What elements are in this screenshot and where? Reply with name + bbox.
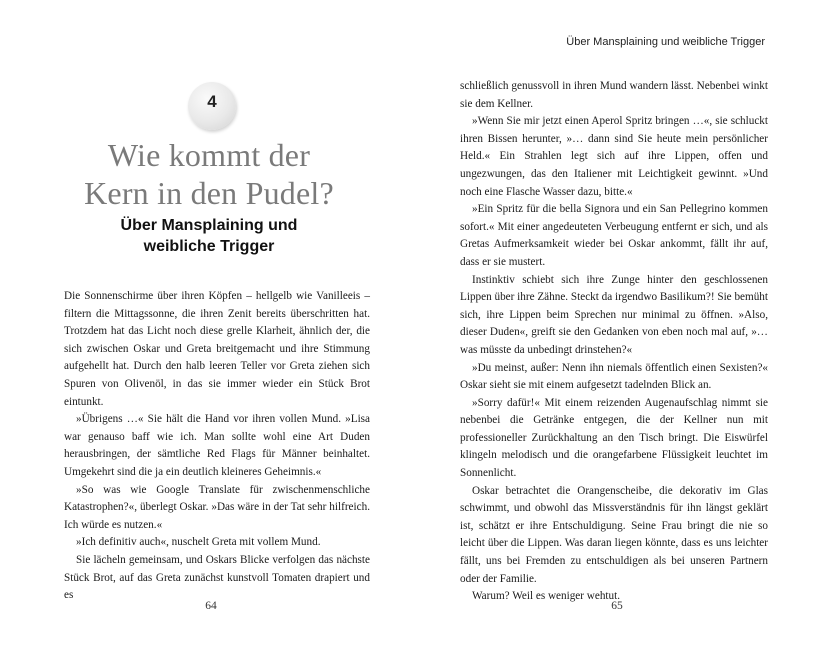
left-body-text xyxy=(64,288,370,605)
paragraph: »Ich definitiv auch«, nuschelt Greta mit vollem Mund. xyxy=(76,536,321,549)
paragraph: »So was wie Google Translate für zwischenmenschliche Katastrophen?«, überlegt Oskar. »Das wäre in der Tat sehr hilfreich. Ich würde es nutzen.« xyxy=(64,483,370,531)
chapter-subtitle-line-1: Über Mansplaining und xyxy=(120,217,298,234)
paragraph: Oskar betrachtet die Orangenscheibe, die dekorativ im Glas schwimmt, und obwohl das Missverständnis für ihn längst geklärt ist, schätzt er ihre Entschuldigung. Seine Frau bringt die nie so leicht über die Lippen. Was daran liegen könnte, dass es uns leichter fällt, uns bei Fremden zu entschuldigen als bei unseren Partnern oder der Familie. xyxy=(460,484,768,585)
left-page xyxy=(0,0,416,648)
paragraph: »Ein Spritz für die bella Signora und ein San Pellegrino kommen sofort.« Mit einer angedeuteten Verbeugung entfernt er sich, und als Gretas Aufmerksamkeit wieder bei Oskar ankommt, fällt ihr auf, dass er sie mustert. xyxy=(460,203,768,268)
paragraph: »Sorry dafür!« Mit einem reizenden Augenaufschlag nimmt sie nebenbei die Getränke entgegen, die der Kellner nun mit professioneller Zurückhaltung an den Tisch bringt. Die Eiswürfel klingeln melodisch und die orangefarbene Flüssigkeit leuchtet im Sonnenlicht. xyxy=(460,396,768,480)
paragraph: Warum? Weil es weniger wehtut. xyxy=(472,590,621,603)
paragraph: Die Sonnenschirme über ihren Köpfen – hellgelb wie Vanilleeis – filtern die Mittagssonne, die ihren Zenit bereits überschritten hat. Trotzdem hat das Licht noch diese grelle Klarheit, ähnlich der, die sich zwischen Oskar und Greta breitgemacht und ihre Stimmung aufgehellt hat. Durch den halb leeren Teller vor Greta ziehen sich Spuren von Olivenöl, in das sie immer wieder ein Stück Brot eintunkt. xyxy=(64,290,370,408)
paragraph: »Wenn Sie mir jetzt einen Aperol Spritz bringen …«, sie schluckt ihren Bissen herunter, »… dann sind Sie heute mein persönlicher Held.« Ein Strahlen legt sich auf ihre Lippen, offen und ungezwungen, das den Italiener mit Leichtigkeit gewinnt. »Und noch eine Flasche Wasser dazu, bitte.« xyxy=(460,115,768,198)
chapter-title-line-1: Wie kommt der xyxy=(107,137,311,173)
paragraph: »Du meinst, außer: Nenn ihn niemals öffentlich einen Sexisten?« Oskar sieht sie mit einem aufgesetzt tadelnden Blick an. xyxy=(460,361,768,392)
chapter-number: 4 xyxy=(207,92,217,111)
paragraph: Instinktiv schiebt sich ihre Zunge hinter den geschlossenen Lippen über ihre Zähne. Steckt da irgendwo Basilikum?! Sie bemüht sich, ihre Lippen beim Sprechen nur minimal zu öffnen. »Also, dieser Duden«, greift sie den Gedanken von eben noch mal auf, »… was müsste da unbedingt drinstehen?« xyxy=(460,273,768,356)
page-number-left: 64 xyxy=(205,600,217,612)
paragraph: schließlich genussvoll in ihren Mund wandern lässt. Nebenbei winkt sie dem Kellner. xyxy=(460,80,768,110)
chapter-subtitle-line-2: weibliche Trigger xyxy=(143,238,275,255)
chapter-title-line-2: Kern in den Pudel? xyxy=(84,175,334,211)
right-body-text xyxy=(460,78,768,606)
page-number-right: 65 xyxy=(611,600,623,612)
chapter-number-badge xyxy=(188,82,236,130)
right-page xyxy=(416,0,833,648)
paragraph: »Übrigens …« Sie hält die Hand vor ihren vollen Mund. »Lisa war genauso baff wie ich. Man sollte wohl eine Art Duden herausbringen, der sämtliche Red Flags für Männer beinhaltet. Umgekehrt sind die ja ein deutlich kleineres Geheimnis.« xyxy=(64,413,370,478)
chapter-subtitle xyxy=(78,215,340,257)
paragraph: Sie lächeln gemeinsam, und Oskars Blicke verfolgen das nächste Stück Brot, auf das Greta zunächst kunstvoll Tomaten drapiert und es xyxy=(64,553,370,602)
running-head: Über Mansplaining und weibliche Trigger xyxy=(566,36,765,48)
chapter-title xyxy=(48,136,370,212)
